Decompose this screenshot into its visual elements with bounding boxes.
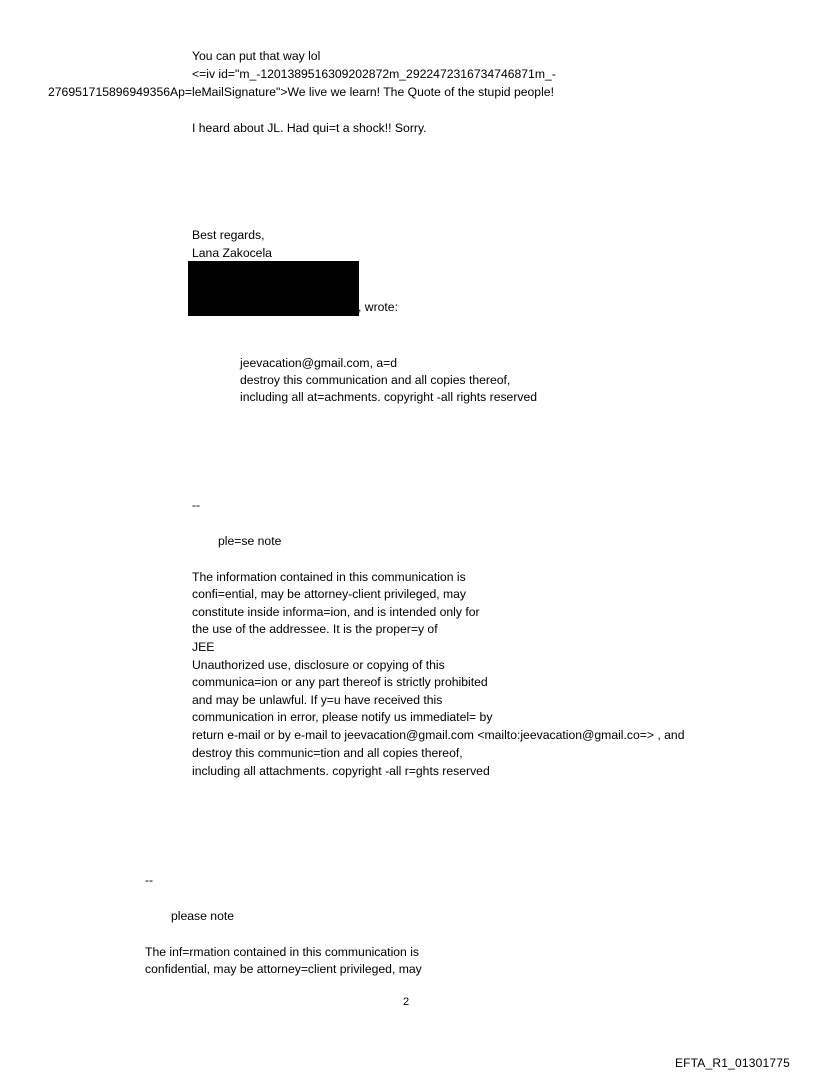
bates-number: EFTA_R1_01301775: [674, 1056, 790, 1070]
quote-header-suffix: [358, 300, 398, 315]
reply-line: <=iv id="m_-1201389516309202872m_2922472316734746871m_-: [192, 67, 556, 81]
disclaimer-line: constitute inside informa=ion, and is intended only for: [192, 605, 480, 619]
disclaimer-line: and may be unlawful. If y=u have received this: [192, 693, 443, 707]
disclaimer-line: confidential, may be attorney=client privileged, may: [145, 962, 422, 976]
disclaimer-line: destroy this communic=tion and all copies thereof,: [192, 746, 463, 760]
inner-quote-line: jeevacation@gmail.com, a=d: [240, 356, 398, 370]
wrote-comma: ,: [358, 300, 365, 314]
disclaimer-note: please note: [171, 909, 235, 923]
separator: --: [145, 873, 154, 887]
disclaimer-line: The information contained in this communication is: [192, 570, 466, 584]
disclaimer-line: JEE: [192, 640, 215, 654]
disclaimer-line: Unauthorized use, disclosure or copying of this: [192, 658, 445, 672]
disclaimer-note: ple=se note: [218, 534, 282, 548]
reply-line: You can put that way lol: [192, 49, 321, 63]
signature-closing: Best regards,: [192, 228, 265, 242]
disclaimer-line: confi=ential, may be attorney-client privileged, may: [192, 587, 467, 601]
disclaimer-line: return e-mail or by e-mail to jeevacation@gmail.com <mailto:jeevacation@gmail.co=> , and: [192, 728, 685, 742]
reply-line: I heard about JL. Had qui=t a shock!! Sorry.: [192, 121, 427, 135]
disclaimer-line: communication in error, please notify us immediatel= by: [192, 710, 493, 724]
disclaimer-line: the use of the addressee. It is the proper=y of: [192, 622, 438, 636]
inner-quote-line: destroy this communication and all copies thereof,: [240, 373, 511, 387]
signature-name: Lana Zakocela: [192, 246, 272, 260]
disclaimer-line: including all attachments. copyright -all r=ghts reserved: [192, 764, 490, 778]
wrote-label: wrote:: [364, 300, 398, 314]
reply-line: 276951715896949356Ap=leMailSignature">We live we learn! The Quote of the stupid people!: [48, 85, 554, 99]
separator: --: [192, 498, 201, 512]
disclaimer-line: The inf=rmation contained in this communication is: [145, 945, 420, 959]
redaction-block: [188, 261, 359, 316]
disclaimer-line: communica=ion or any part thereof is strictly prohibited: [192, 675, 488, 689]
page-number: 2: [403, 996, 410, 1008]
inner-quote-line: including all at=achments. copyright -all rights reserved: [240, 390, 538, 404]
